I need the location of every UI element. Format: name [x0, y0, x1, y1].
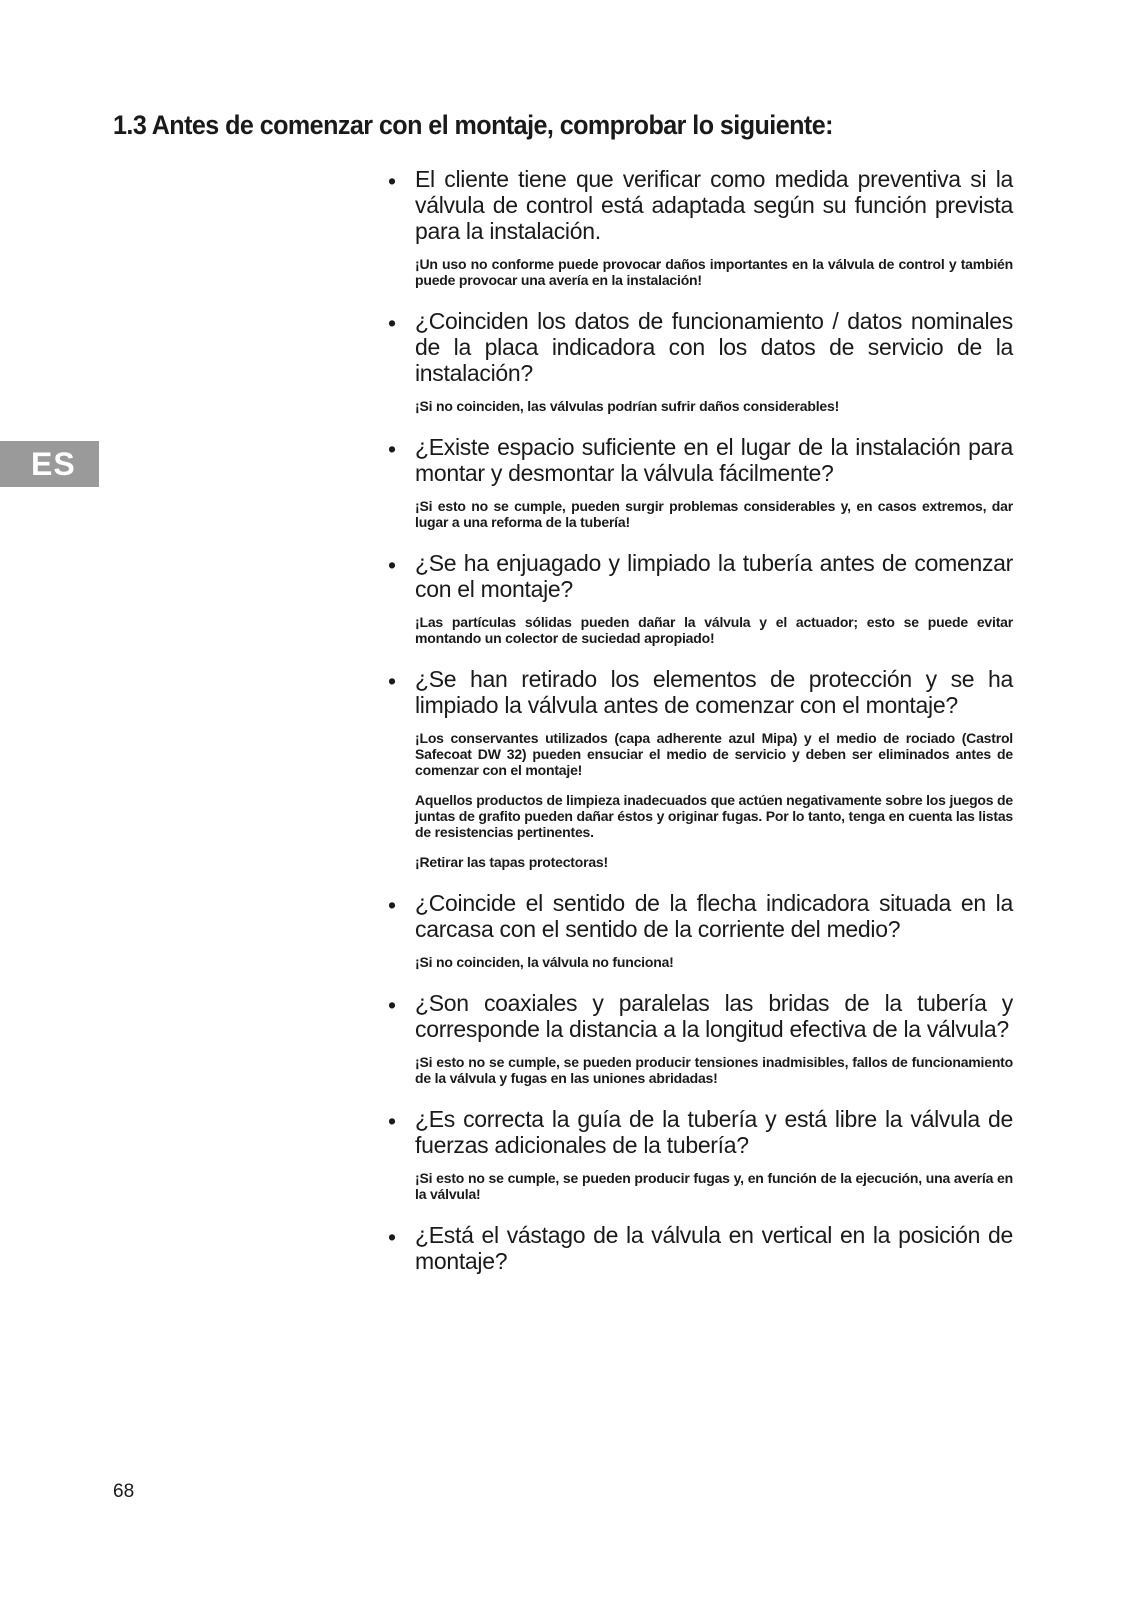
checklist-item [388, 890, 1013, 970]
bullet-icon: • [388, 168, 397, 194]
bullet-icon: • [388, 552, 397, 578]
checklist-question: ¿Son coaxiales y paralelas las bridas de la tubería y corresponde la distancia a la longitud efectiva de la válvula? [415, 990, 1013, 1042]
bullet-icon: • [388, 310, 397, 336]
checklist-item [388, 308, 1013, 414]
bullet-icon: • [388, 892, 397, 918]
checklist-question: ¿Está el vástago de la válvula en vertical en la posición de montaje? [415, 1222, 1013, 1274]
page-number: 68 [113, 1481, 135, 1502]
section-title: 1.3 Antes de comenzar con el montaje, comprobar lo siguiente: [113, 110, 833, 140]
bullet-icon: • [388, 992, 397, 1018]
checklist-question: ¿Se han retirado los elementos de protección y se ha limpiado la válvula antes de comenzar con el montaje? [415, 666, 1013, 718]
bullet-icon: • [388, 1224, 397, 1250]
checklist-item [388, 990, 1013, 1086]
checklist-note: ¡Si no coinciden, las válvulas podrían sufrir daños considerables! [415, 398, 840, 414]
checklist-note: ¡Si esto no se cumple, se pueden producir tensiones inadmisibles, fallos de funcionamiento de la válvula y fugas en las uniones abridadas! [415, 1054, 1013, 1086]
bullet-icon: • [388, 436, 397, 462]
bullet-icon: • [388, 1108, 397, 1134]
checklist-note: ¡Un uso no conforme puede provocar daños importantes en la válvula de control y también puede provocar una avería en la instalación! [415, 256, 1013, 288]
checklist-item [388, 550, 1013, 646]
checklist-item [388, 166, 1013, 288]
checklist-question: ¿Existe espacio suficiente en el lugar de la instalación para montar y desmontar la válvula fácilmente? [415, 434, 1013, 486]
language-tab: ES [0, 441, 99, 487]
checklist-question: ¿Se ha enjuagado y limpiado la tubería antes de comenzar con el montaje? [415, 550, 1013, 602]
checklist-item [388, 434, 1013, 530]
checklist-note: ¡Si esto no se cumple, se pueden producir fugas y, en función de la ejecución, una avería en la válvula! [415, 1170, 1013, 1202]
checklist-note: ¡Las partículas sólidas pueden dañar la válvula y el actuador; esto se puede evitar montando un colector de suciedad apropiado! [415, 614, 1013, 646]
checklist-question: ¿Coinciden los datos de funcionamiento / datos nominales de la placa indicadora con los datos de servicio de la instalación? [415, 308, 1013, 386]
checklist-note: ¡Si esto no se cumple, pueden surgir problemas considerables y, en casos extremos, dar lugar a una reforma de la tubería! [415, 498, 1013, 530]
checklist-item [388, 666, 1013, 870]
checklist-question: El cliente tiene que verificar como medida preventiva si la válvula de control está adaptada según su función prevista para la instalación. [415, 166, 1013, 244]
checklist-note: Aquellos productos de limpieza inadecuados que actúen negativamente sobre los juegos de juntas de grafito pueden dañar éstos y originar fugas. Por lo tanto, tenga en cuenta las listas de resistencias pertinentes. [415, 792, 1013, 840]
bullet-icon: • [388, 668, 397, 694]
checklist-note: ¡Los conservantes utilizados (capa adherente azul Mipa) y el medio de rociado (Castrol Safecoat DW 32) pueden ensuciar el medio de servicio y deben ser eliminados antes de comenzar con el montaje! [415, 730, 1013, 778]
checklist-item [388, 1222, 1013, 1274]
checklist [388, 166, 1013, 1294]
checklist-question: ¿Coincide el sentido de la flecha indicadora situada en la carcasa con el sentido de la corriente del medio? [415, 890, 1013, 942]
checklist-note: ¡Si no coinciden, la válvula no funciona! [415, 954, 674, 970]
checklist-note: ¡Retirar las tapas protectoras! [415, 854, 608, 870]
checklist-question: ¿Es correcta la guía de la tubería y está libre la válvula de fuerzas adicionales de la tubería? [415, 1106, 1013, 1158]
checklist-item [388, 1106, 1013, 1202]
